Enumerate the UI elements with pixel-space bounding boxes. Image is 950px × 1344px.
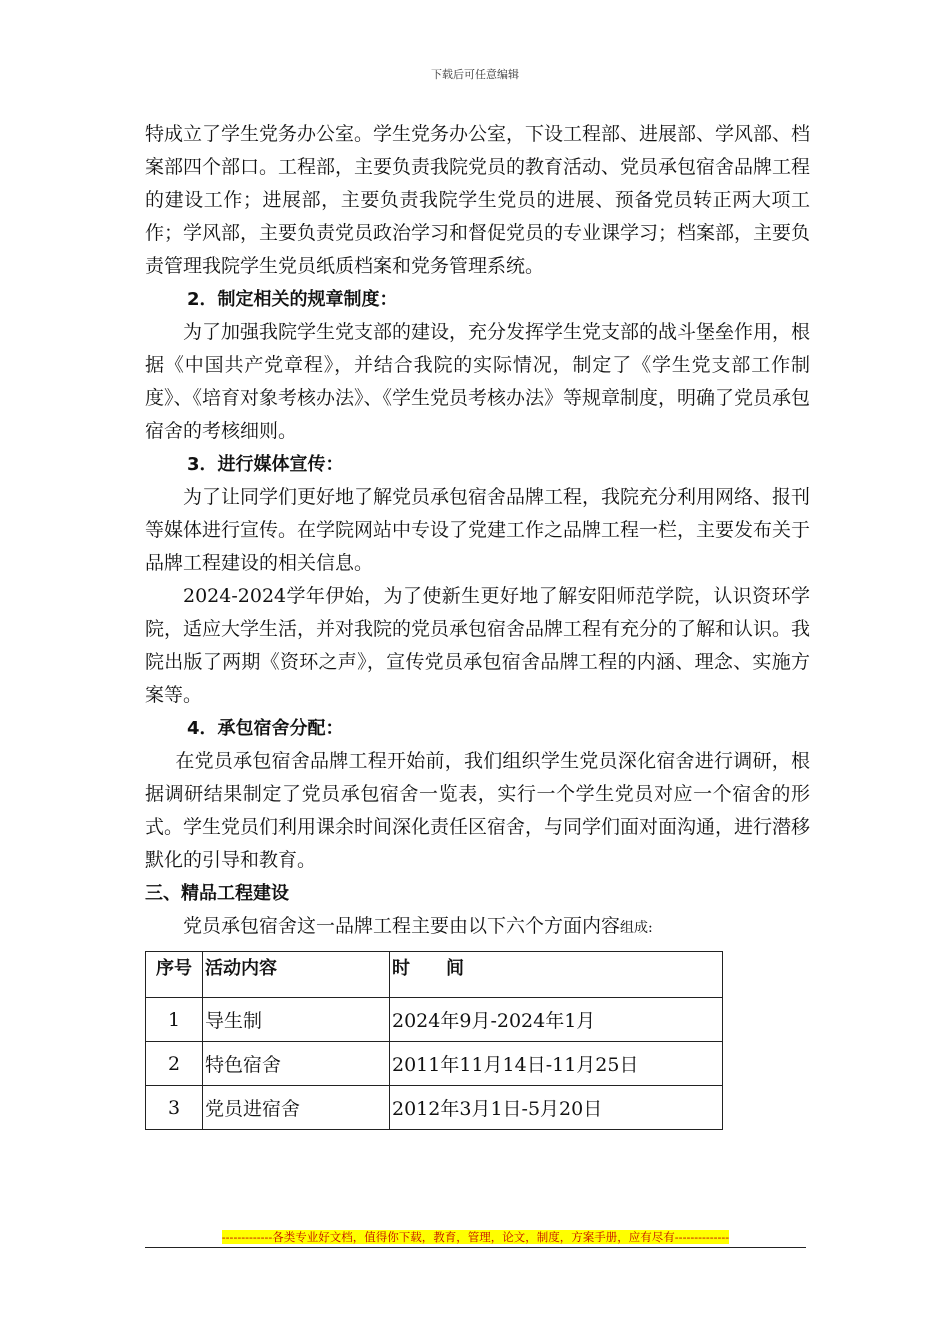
section-heading: 三、精品工程建设 — [145, 883, 289, 904]
header-index: 序号 — [146, 952, 203, 998]
heading-allocation: 4．承包宿舍分配： — [187, 718, 344, 739]
header-time: 时 间 — [390, 952, 723, 998]
table-row — [146, 1086, 723, 1130]
table-row — [146, 998, 723, 1042]
header-note: 下载后可任意编辑 — [431, 68, 519, 81]
cell-time: 2011年11月14日-11月25日 — [390, 1042, 723, 1086]
table-header-row — [146, 952, 723, 998]
paragraph-regulations: 为了加强我院学生党支部的建设，充分发挥学生党支部的战斗堡垒作用，根据《中国共产党章程》，并结合我院的实际情况，制定了《学生党支部工作制度》、《培育对象考核办法》、《学生党员考核办法》等规章制度，明确了党员承包宿舍的考核细则。 — [145, 321, 811, 442]
cell-activity: 导生制 — [203, 998, 390, 1042]
paragraph-allocation: 在党员承包宿舍品牌工程开始前，我们组织学生党员深化宿舍进行调研，根据调研结果制定了党员承包宿舍一览表，实行一个学生党员对应一个宿舍的形式。学生党员们利用课余时间深化责任区宿舍，与同学们面对面沟通，进行潜移默化的引导和教育。 — [145, 750, 811, 871]
heading-regulations: 2．制定相关的规章制度： — [187, 289, 398, 310]
cell-time: 2012年3月1日-5月20日 — [390, 1086, 723, 1130]
cell-activity: 党员进宿舍 — [203, 1086, 390, 1130]
cell-index: 2 — [146, 1042, 203, 1086]
heading-media: 3．进行媒体宣传： — [187, 454, 344, 475]
footer-text: -------------各类专业好文档，值得你下载，教育，管理，论文，制度，方案手册，应有尽有-------------- — [221, 1230, 730, 1244]
paragraph-publication: 2024-2024学年伊始，为了使新生更好地了解安阳师范学院，认识资环学院，适应大学生活，并对我院的党员承包宿舍品牌工程有充分的了解和认识。我院出版了两期《资环之声》，宣传党员承包宿舍品牌工程的内涵、理念、实施方案等。 — [145, 585, 811, 706]
intro-tail: 组成: — [620, 920, 653, 936]
schedule-table — [145, 951, 723, 1130]
document-body — [145, 118, 810, 1130]
cell-activity: 特色宿舍 — [203, 1042, 390, 1086]
paragraph-office: 特成立了学生党务办公室。学生党务办公室，下设工程部、进展部、学风部、档案部四个部口。工程部，主要负责我院党员的教育活动、党员承包宿舍品牌工程的建设工作；进展部，主要负责我院学生党员的进展、预备党员转正两大项工作；学风部，主要负责党员政治学习和督促党员的专业课学习；档案部，主要负责管理我院学生党员纸质档案和党务管理系统。 — [145, 123, 811, 277]
footer-banner — [145, 1226, 806, 1248]
paragraph-media: 为了让同学们更好地了解党员承包宿舍品牌工程，我院充分利用网络、报刊等媒体进行宣传。在学院网站中专设了党建工作之品牌工程一栏，主要发布关于品牌工程建设的相关信息。 — [145, 486, 811, 574]
cell-index: 1 — [146, 998, 203, 1042]
intro-main: 党员承包宿舍这一品牌工程主要由以下六个方面内容 — [183, 915, 621, 937]
cell-index: 3 — [146, 1086, 203, 1130]
table-row — [146, 1042, 723, 1086]
cell-time: 2024年9月-2024年1月 — [390, 998, 723, 1042]
header-activity: 活动内容 — [203, 952, 390, 998]
paragraph-intro — [145, 910, 810, 945]
